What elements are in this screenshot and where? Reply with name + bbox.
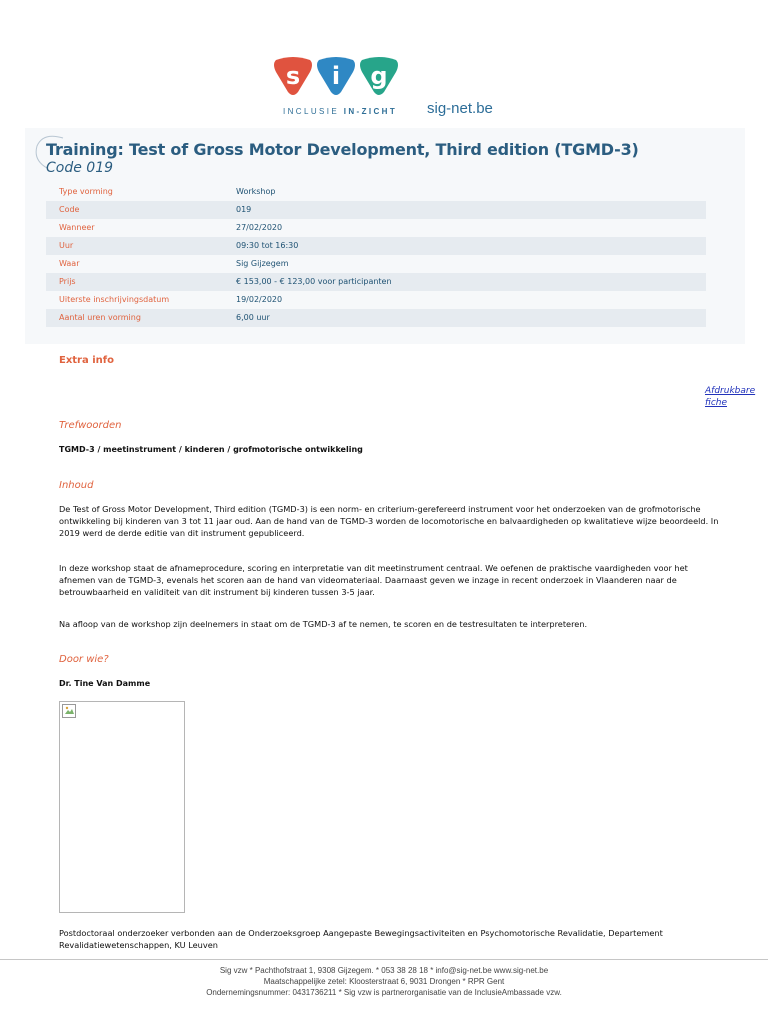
- site-name[interactable]: sig-net.be: [427, 100, 493, 117]
- training-card: [25, 128, 745, 344]
- footer-divider: [0, 959, 768, 960]
- info-row: [46, 183, 706, 201]
- speaker-photo-placeholder: [59, 701, 185, 913]
- info-label: Uur: [59, 241, 74, 250]
- logo-letter-s: s: [285, 62, 301, 90]
- tagline-bold: IN-ZICHT: [343, 107, 398, 116]
- info-row: [46, 201, 706, 219]
- logo-letter-g: g: [370, 62, 388, 90]
- content-heading: Inhoud: [59, 480, 94, 491]
- info-row: [46, 309, 706, 327]
- footer-line-2: Maatschappelijke zetel: Kloosterstraat 6, 9031 Drongen * RPR Gent: [263, 977, 505, 986]
- broken-image-icon: [62, 704, 76, 718]
- info-value: Sig Gijzegem: [236, 259, 289, 268]
- info-value: 27/02/2020: [236, 223, 283, 232]
- info-value: 6,00 uur: [236, 313, 270, 322]
- info-value: 19/02/2020: [236, 295, 283, 304]
- info-label: Type vorming: [59, 187, 113, 196]
- page-title: Training: Test of Gross Motor Development, Third edition (TGMD-3): [46, 140, 639, 159]
- info-row: [46, 273, 706, 291]
- info-label: Uiterste inschrijvingsdatum: [59, 295, 170, 304]
- info-value: Workshop: [236, 187, 276, 196]
- logo-tagline: [283, 107, 397, 116]
- info-row: [46, 219, 706, 237]
- info-label: Prijs: [59, 277, 76, 286]
- info-label: Wanneer: [59, 223, 95, 232]
- footer-line-3: Ondernemingsnummer: 0431736211 * Sig vzw is partnerorganisatie van de InclusieAmbassade vzw.: [206, 988, 562, 997]
- content-paragraph-1: De Test of Gross Motor Development, Third edition (TGMD-3) is een norm- en criterium-gerefereerd instrument voor het onderzoeken van de grofmotorische ontwikkeling bij kinderen van 3 tot 11 jaar oud. Aan de hand van de TGMD-3 worden de locomotorische en balvaardigheden op kwalitatieve wijze beoordeeld. In 2019 werd de derde editie van dit instrument gepubliceerd.: [59, 504, 719, 538]
- info-value: 019: [236, 205, 252, 214]
- footer: [0, 965, 768, 998]
- info-row: [46, 291, 706, 309]
- keywords-heading: Trefwoorden: [59, 420, 122, 431]
- content-paragraph-2: In deze workshop staat de afnameprocedure, scoring en interpretatie van dit meetinstrument centraal. We oefenen de praktische vaardigheden voor het afnemen van de TGMD-3, evenals het scoren aan de hand van videomateriaal. Daarnaast geven we inzage in recent onderzoek in Vlaanderen naar de betrouwbaarheid en validiteit van dit instrument bij kinderen tussen 3-5 jaar.: [59, 563, 688, 597]
- footer-line-1: Sig vzw * Pachthofstraat 1, 9308 Gijzegem. * 053 38 28 18 * info@sig-net.be www.sig-net.be: [219, 966, 549, 975]
- tagline-normal: INCLUSIE: [283, 107, 340, 116]
- info-label: Code: [59, 205, 80, 214]
- speaker-bio: Postdoctoraal onderzoeker verbonden aan de Onderzoeksgroep Aangepaste Bewegingsactiviteiten en Psychomotorische Revalidatie, Departement Revalidatiewetenschappen, KU Leuven: [59, 928, 663, 950]
- speaker-heading: Door wie?: [59, 654, 109, 665]
- keywords-text: TGMD-3 / meetinstrument / kinderen / grofmotorische ontwikkeling: [59, 445, 363, 454]
- content-paragraph-3: Na afloop van de workshop zijn deelnemers in staat om de TGMD-3 af te nemen, te scoren en de testresultaten te interpreteren.: [59, 619, 588, 629]
- training-code: Code 019: [46, 160, 114, 176]
- training-info-table: [46, 183, 706, 327]
- info-value: 09:30 tot 16:30: [236, 241, 299, 250]
- speaker-name: Dr. Tine Van Damme: [59, 679, 151, 688]
- info-label: Aantal uren vorming: [59, 313, 141, 322]
- info-row: [46, 255, 706, 273]
- printable-sheet-link[interactable]: Afdrukbare fiche: [705, 386, 756, 408]
- info-row: [46, 237, 706, 255]
- info-value: € 153,00 - € 123,00 voor participanten: [236, 277, 392, 286]
- info-label: Waar: [59, 259, 80, 268]
- logo-letter-i: i: [331, 62, 341, 90]
- extra-info-heading: Extra info: [59, 355, 114, 366]
- sig-logo[interactable]: [272, 56, 512, 124]
